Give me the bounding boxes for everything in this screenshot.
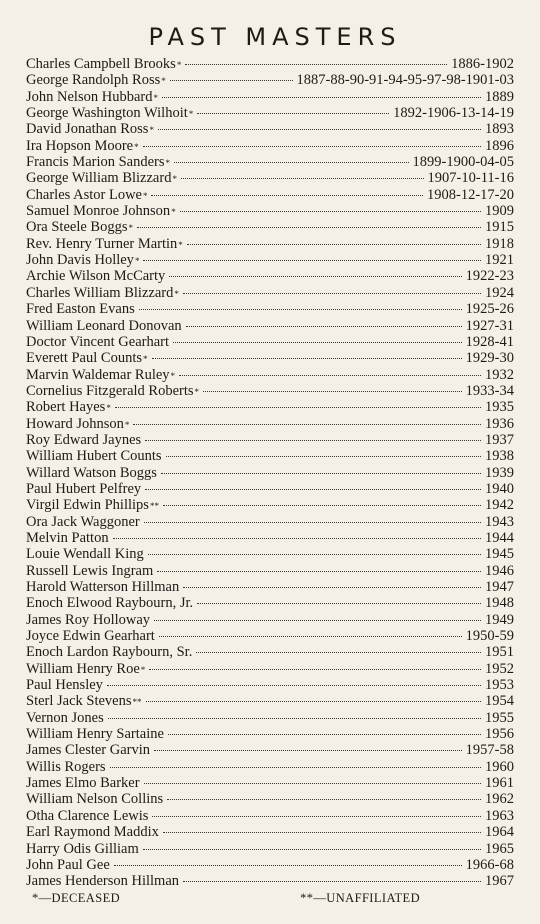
list-item: Charles William Blizzard * 1924 <box>26 284 514 301</box>
list-item: Rev. Henry Turner Martin * 1918 <box>26 235 514 252</box>
master-years: 1950-59 <box>465 628 514 645</box>
list-item <box>26 775 514 791</box>
master-name: Paul Hubert Pelfrey <box>26 480 142 497</box>
dot-leader <box>152 816 481 817</box>
dot-leader <box>145 440 481 441</box>
master-years: 1965 <box>485 840 514 857</box>
dot-leader <box>170 80 293 81</box>
master-years: 1948 <box>485 595 514 612</box>
dot-leader <box>174 162 408 163</box>
list-item <box>26 579 514 595</box>
dot-leader <box>107 685 481 686</box>
dot-leader <box>181 178 424 179</box>
master-name: Ira Hopson Moore <box>26 137 134 154</box>
dot-leader <box>183 293 481 294</box>
dot-leader <box>110 767 481 768</box>
list-item <box>26 530 514 546</box>
master-years: 1918 <box>485 235 514 252</box>
dot-leader <box>173 342 462 343</box>
master-years: 1889 <box>485 88 514 105</box>
list-item: Sterl Jack Stevens ** 1954 <box>26 693 514 710</box>
master-years: 1933-34 <box>465 382 514 399</box>
master-years: 1935 <box>485 399 514 416</box>
master-years: 1927-31 <box>465 317 514 334</box>
list-item <box>26 612 514 628</box>
list-item <box>26 824 514 840</box>
master-name: Rev. Henry Turner Martin <box>26 235 178 252</box>
master-name: Ora Steele Boggs <box>26 219 128 236</box>
dot-leader <box>146 701 481 702</box>
list-item: Everett Paul Counts * 1929-30 <box>26 350 514 367</box>
master-name: Enoch Lardon Raybourn, Sr. <box>26 644 193 661</box>
dot-leader <box>157 571 481 572</box>
master-name: John Nelson Hubbard <box>26 88 153 105</box>
list-item: William Henry Roe * 1952 <box>26 660 514 677</box>
dot-leader <box>159 636 462 637</box>
list-item <box>26 726 514 742</box>
master-years: 1909 <box>485 203 514 220</box>
master-name: Howard Johnson <box>26 415 124 432</box>
list-item <box>26 465 514 481</box>
list-item: Robert Hayes * 1935 <box>26 399 514 416</box>
master-name: William Nelson Collins <box>26 791 164 808</box>
master-name: Ora Jack Waggoner <box>26 513 140 530</box>
list-item <box>26 759 514 775</box>
list-item: Ira Hopson Moore * 1896 <box>26 137 514 154</box>
master-years: 1915 <box>485 219 514 236</box>
master-name: Fred Easton Evans <box>26 301 135 318</box>
master-years: 1954 <box>485 693 514 710</box>
dot-leader <box>186 326 462 327</box>
dot-leader <box>161 473 481 474</box>
dot-leader <box>183 587 481 588</box>
dot-leader <box>180 211 481 212</box>
list-item <box>26 742 514 758</box>
dot-leader <box>166 456 481 457</box>
master-name: Charles Astor Lowe <box>26 186 142 203</box>
master-name: Archie Wilson McCarty <box>26 268 166 285</box>
list-item: Howard Johnson * 1936 <box>26 415 514 432</box>
master-name: Sterl Jack Stevens <box>26 693 132 710</box>
master-name: James Roy Holloway <box>26 611 151 628</box>
dot-leader <box>143 146 481 147</box>
list-item: David Jonathan Ross * 1893 <box>26 121 514 138</box>
master-name: Otha Clarence Lewis <box>26 807 149 824</box>
page-title: PAST MASTERS <box>148 23 402 51</box>
master-years: 1944 <box>485 529 514 546</box>
dot-leader <box>145 489 481 490</box>
dot-leader <box>137 227 481 228</box>
master-name: Harry Odis Gilliam <box>26 840 139 857</box>
list-item <box>26 873 514 889</box>
master-years: 1962 <box>485 791 514 808</box>
master-years: 1955 <box>485 709 514 726</box>
dot-leader <box>197 603 481 604</box>
dot-leader <box>149 669 481 670</box>
master-years: 1907-10-11-16 <box>427 170 514 187</box>
list-item <box>26 334 514 350</box>
master-name: Melvin Patton <box>26 529 109 546</box>
master-name: John Davis Holley <box>26 252 134 269</box>
master-years: 1947 <box>485 579 514 595</box>
master-name: William Leonard Donovan <box>26 317 182 334</box>
master-name: Robert Hayes <box>26 399 106 416</box>
master-years: 1886-1902 <box>451 56 514 72</box>
master-name: Doctor Vincent Gearhart <box>26 333 169 350</box>
master-name: Willis Rogers <box>26 758 106 775</box>
master-years: 1940 <box>485 480 514 497</box>
master-name: Everett Paul Counts <box>26 350 142 367</box>
master-years: 1943 <box>485 513 514 530</box>
dot-leader <box>154 620 481 621</box>
master-name: Willard Watson Boggs <box>26 464 157 481</box>
master-name: James Henderson Hillman <box>26 873 180 890</box>
master-name: Roy Edward Jaynes <box>26 431 142 448</box>
master-years: 1949 <box>485 611 514 628</box>
dot-leader <box>197 113 389 114</box>
master-years: 1924 <box>485 284 514 301</box>
master-years: 1942 <box>485 497 514 514</box>
master-years: 1925-26 <box>465 301 514 318</box>
master-name: Charles Campbell Brooks <box>26 56 176 72</box>
list-item <box>26 481 514 497</box>
dot-leader <box>203 391 462 392</box>
list-item: John Nelson Hubbard * 1889 <box>26 88 514 105</box>
master-name: Marvin Waldemar Ruley <box>26 366 170 383</box>
dot-leader <box>148 554 481 555</box>
master-years: 1932 <box>485 366 514 383</box>
list-item <box>26 808 514 824</box>
past-masters-list <box>26 56 514 890</box>
dot-leader <box>183 881 481 882</box>
dot-leader <box>163 832 481 833</box>
list-item <box>26 791 514 807</box>
dot-leader <box>154 750 462 751</box>
list-item <box>26 432 514 448</box>
master-years: 1966-68 <box>465 856 514 873</box>
master-name: William Henry Sartaine <box>26 726 164 743</box>
master-name: Russell Lewis Ingram <box>26 562 154 579</box>
master-years: 1967 <box>485 873 514 890</box>
master-years: 1961 <box>485 775 514 792</box>
list-item <box>26 857 514 873</box>
dot-leader <box>113 538 481 539</box>
master-years: 1928-41 <box>465 333 514 350</box>
master-years: 1887-88-90-91-94-95-97-98-1901-03 <box>296 72 514 89</box>
list-item: George Randolph Ross * 1887-88-90-91-94-95-97-98-1901-03 <box>26 72 514 89</box>
master-years: 1908-12-17-20 <box>427 186 514 203</box>
master-name: Cornelius Fitzgerald Roberts <box>26 382 194 399</box>
dot-leader <box>185 64 447 65</box>
legend <box>26 891 514 905</box>
master-name: George Randolph Ross <box>26 72 161 89</box>
master-name: George William Blizzard <box>26 170 172 187</box>
dot-leader <box>162 97 481 98</box>
master-years: 1957-58 <box>465 742 514 759</box>
dot-leader <box>114 865 462 866</box>
master-name: Vernon Jones <box>26 709 104 726</box>
list-item: Charles Campbell Brooks * 1886-1902 <box>26 56 514 72</box>
master-name: William Henry Roe <box>26 660 140 677</box>
dot-leader <box>143 849 481 850</box>
dot-leader <box>179 375 481 376</box>
master-name: Virgil Edwin Phillips <box>26 497 149 514</box>
list-item: Cornelius Fitzgerald Roberts * 1933-34 <box>26 382 514 399</box>
dot-leader <box>158 129 481 130</box>
list-item: Samuel Monroe Johnson * 1909 <box>26 203 514 220</box>
master-years: 1929-30 <box>465 350 514 367</box>
list-item: George William Blizzard * 1907-10-11-16 <box>26 170 514 187</box>
list-item: George Washington Wilhoit * 1892-1906-13-14-19 <box>26 105 514 122</box>
master-years: 1938 <box>485 448 514 465</box>
list-item <box>26 546 514 562</box>
dot-leader <box>168 734 481 735</box>
master-years: 1953 <box>485 677 514 694</box>
list-item: Francis Marion Sanders * 1899-1900-04-05 <box>26 154 514 171</box>
master-name: James Elmo Barker <box>26 775 140 792</box>
master-years: 1893 <box>485 121 514 138</box>
master-name: Samuel Monroe Johnson <box>26 203 171 220</box>
master-name: Earl Raymond Maddix <box>26 824 159 841</box>
dot-leader <box>152 358 462 359</box>
dot-leader <box>144 522 481 523</box>
list-item: John Davis Holley * 1921 <box>26 252 514 269</box>
list-item <box>26 563 514 579</box>
list-item: Charles Astor Lowe * 1908-12-17-20 <box>26 186 514 203</box>
legend-deceased: *—DECEASED <box>32 890 121 905</box>
list-item: Ora Steele Boggs * 1915 <box>26 219 514 236</box>
list-item <box>26 318 514 334</box>
master-years: 1964 <box>485 824 514 841</box>
master-years: 1936 <box>485 415 514 432</box>
master-name: Paul Hensley <box>26 677 103 694</box>
dot-leader <box>139 309 462 310</box>
dot-leader <box>163 505 481 506</box>
list-item <box>26 677 514 693</box>
master-name: Harold Watterson Hillman <box>26 579 180 595</box>
list-item: Marvin Waldemar Ruley * 1932 <box>26 366 514 383</box>
master-years: 1937 <box>485 431 514 448</box>
dot-leader <box>151 195 423 196</box>
master-years: 1960 <box>485 758 514 775</box>
master-name: Joyce Edwin Gearhart <box>26 628 155 645</box>
dot-leader <box>169 276 461 277</box>
list-item <box>26 841 514 857</box>
master-name: Francis Marion Sanders <box>26 154 165 171</box>
master-years: 1956 <box>485 726 514 743</box>
list-item <box>26 514 514 530</box>
master-years: 1921 <box>485 252 514 269</box>
master-years: 1945 <box>485 546 514 563</box>
master-name: Charles William Blizzard <box>26 284 174 301</box>
list-item <box>26 710 514 726</box>
list-item <box>26 628 514 644</box>
dot-leader <box>108 718 481 719</box>
master-name: John Paul Gee <box>26 856 110 873</box>
master-years: 1899-1900-04-05 <box>412 154 514 171</box>
dot-leader <box>167 799 481 800</box>
master-name: David Jonathan Ross <box>26 121 149 138</box>
dot-leader <box>115 407 481 408</box>
list-item <box>26 644 514 660</box>
list-item: Virgil Edwin Phillips ** 1942 <box>26 497 514 514</box>
master-name: Enoch Elwood Raybourn, Jr. <box>26 595 194 612</box>
master-name: Louie Wendall King <box>26 546 144 563</box>
master-years: 1896 <box>485 137 514 154</box>
list-item <box>26 301 514 317</box>
dot-leader <box>187 244 481 245</box>
dot-leader <box>143 260 481 261</box>
master-name: George Washington Wilhoit <box>26 105 188 122</box>
dot-leader <box>196 652 481 653</box>
master-name: James Clester Garvin <box>26 742 151 759</box>
master-years: 1951 <box>485 644 514 661</box>
master-years: 1922-23 <box>465 268 514 285</box>
list-item <box>26 595 514 611</box>
master-years: 1952 <box>485 660 514 677</box>
list-item <box>26 448 514 464</box>
list-item <box>26 268 514 284</box>
master-years: 1892-1906-13-14-19 <box>393 105 514 122</box>
dot-leader <box>144 783 481 784</box>
dot-leader <box>133 424 481 425</box>
master-name: William Hubert Counts <box>26 448 162 465</box>
master-years: 1939 <box>485 464 514 481</box>
master-years: 1963 <box>485 807 514 824</box>
master-years: 1946 <box>485 562 514 579</box>
legend-unaffiliated: **—UNAFFILIATED <box>300 890 420 905</box>
